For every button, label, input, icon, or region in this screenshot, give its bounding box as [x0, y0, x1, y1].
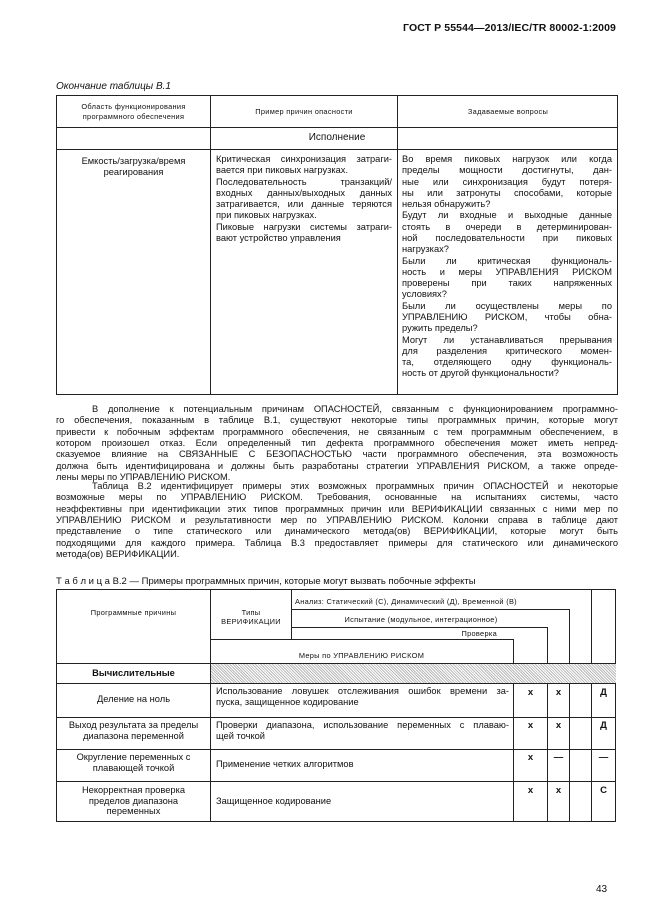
cell-line: переменных [106, 806, 161, 817]
mark-cell: х [527, 752, 534, 763]
cell-line: условиях? [402, 289, 447, 300]
cell-line: Использование ловушек отслеживания ошибок времени за- [216, 686, 509, 696]
row-divider [57, 749, 615, 750]
column-divider [547, 627, 548, 822]
column-divider [291, 590, 292, 639]
cell-line: Могут ли устанавливаться прерывания [402, 334, 612, 345]
header-causes: Программные причины [90, 608, 177, 617]
cell-line: Защищенное кодирование [216, 796, 332, 806]
cell-line: стоять в очереди в детерминирован- [402, 221, 612, 232]
table-row-cause [57, 752, 210, 774]
cell-line: реагирования [103, 167, 164, 178]
column-divider [569, 609, 570, 822]
text-line: сказуемое влияние на СВЯЗАННЫЕ С БЕЗОПАСНОСТЬЮ части программного обеспечения, эта возможность [56, 449, 618, 460]
cell-line: Применение четких алгоритмов [216, 759, 354, 769]
cell-line: нельзя обнаружить? [402, 199, 491, 210]
cell-line: плавающей точкой [92, 763, 175, 774]
cell-line: ность и меры УПРАВЛЕНИЯ РИСКОМ [402, 266, 612, 277]
text-line: го обеспечения, показанным в таблице В.1, существуют некоторые типы программных причин, которые могут [56, 415, 618, 426]
row-divider [291, 609, 569, 610]
text-line: подходящими для каждого примера. Таблица В.3 предоставляет примеры для статического или динамического [56, 537, 618, 548]
header-measures: Меры по УПРАВЛЕНИЮ РИСКОМ [298, 651, 425, 660]
cell-line: пределы мощности достигнуты, дан- [402, 165, 612, 176]
group-label: Вычислительные [92, 668, 175, 678]
text-line: лены меры по УПРАВЛЕНИЮ РИСКОМ. [56, 472, 231, 483]
cell-line: пределов диапазона [88, 795, 179, 806]
cell-line: вают устройство управления [216, 232, 341, 243]
cell-line: та, отделяющего одну функциональ- [402, 357, 612, 368]
mark-cell: Д [600, 720, 607, 731]
cell-line: ружить пределы? [402, 323, 478, 334]
table-row-cause [57, 785, 210, 817]
cell-line: щей точкой [216, 731, 265, 742]
cell-line: Деление на ноль [96, 694, 171, 704]
cell-line: Критическая синхронизация затраги- [216, 154, 392, 164]
cell-line: Были ли критическая функциональ- [402, 255, 612, 266]
text-line: представление о типе статического или динамического метода(ов) ВЕРИФИКАЦИИ, которые могут быть [56, 526, 618, 537]
cell-line: УПРАВЛЕНИЮ РИСКОМ, чтобы обна- [402, 311, 612, 322]
cell-line: вается при пиковых нагрузках. [216, 165, 349, 176]
cell-line: пуска, защищенное кодирование [216, 697, 359, 708]
cell-line: проверены при таких напряженных [402, 278, 612, 289]
column-divider [591, 590, 592, 822]
text-line: метода(ов) ВЕРИФИКАЦИИ. [56, 549, 180, 560]
text-line: Таблица В.2 идентифицирует примеры этих возможных программных причин ОПАСНОСТЕЙ и некоторые [92, 481, 618, 491]
header-causes: Пример причин опасности [255, 106, 353, 116]
mark-cell: х [555, 785, 562, 796]
cell-line: ность от другой функциональности? [402, 368, 559, 379]
paragraph-1 [56, 404, 618, 484]
table-b1-caption: Окончание таблицы В.1 [56, 81, 171, 92]
cell-line: затрагивается, или данные теряются [216, 199, 392, 210]
text-line: УПРАВЛЕНИЮ РИСКОМ и результативности мер по УПРАВЛЕНИЮ РИСКОМ. Колонки справа в таблице дают [56, 515, 618, 526]
paragraph-2 [56, 481, 618, 561]
header-types: Типы [241, 608, 261, 617]
header-area [57, 96, 210, 127]
cell-area [57, 156, 210, 179]
row-divider [57, 683, 615, 684]
row-divider [57, 717, 615, 718]
text-line: В дополнение к потенциальным причинам ОПАСНОСТЕЙ, связанным с функционированием программно- [92, 404, 618, 414]
table-b1 [56, 95, 618, 395]
table-row-measure [216, 796, 509, 807]
mark-cell: х [555, 720, 562, 731]
text-line: возможные меры по УПРАВЛЕНИЮ РИСКОМ. Требования, основанные на испытаниях системы, часто [56, 492, 618, 503]
header-questions: Задаваемые вопросы [467, 106, 549, 116]
mark-cell: х [555, 687, 562, 698]
row-divider [57, 127, 617, 128]
cell-line: ные или синхронизация будут потеря- [402, 176, 612, 187]
text-line: привести к побочным эффектам программного обеспечения, не связанным с тем программным обеспечением, в [56, 426, 618, 437]
header-line: программного обеспечения [82, 111, 185, 121]
mark-cell: х [527, 785, 534, 796]
mark-cell: х [527, 687, 534, 698]
row-divider [57, 781, 615, 782]
document-header: ГОСТ Р 55544—2013/IEC/TR 80002-1:2009 [403, 22, 616, 34]
cell-line: Выход результата за пределы [68, 720, 199, 730]
mark-cell: х [527, 720, 534, 731]
cell-line: ны или затронуты способами, которые [402, 187, 612, 198]
cell-line: Округление переменных с [76, 752, 191, 762]
table-b2 [56, 589, 616, 822]
table-row-measure [216, 686, 509, 708]
cell-line: Емкость/загрузка/время [81, 156, 186, 166]
text-line: неэффективны при идентификации этих типов программных причин или ВЕРИФИКАЦИИ связанных с ними мер по [56, 503, 618, 514]
cell-line: входных данных/выходных данных [216, 187, 392, 198]
row-divider [291, 627, 547, 628]
header-types: ВЕРИФИКАЦИИ [221, 617, 281, 626]
cell-line: Были ли осуществлены меры по [402, 300, 612, 311]
cell-line: Пиковые нагрузки системы затраги- [216, 221, 392, 232]
hatched-fill [211, 664, 616, 683]
cell-line: Во время пиковых нагрузок или когда [402, 154, 612, 164]
text-line: должна быть идентифицирована и должны быть разработаны стратегии УПРАВЛЕНИЯ РИСКОМ, а также опреде- [56, 460, 618, 471]
table-b2-caption: Т а б л и ц а В.2 — Примеры программных причин, которые могут вызвать побочные эффекты [56, 576, 476, 587]
cell-line: Некорректная проверка [81, 785, 186, 795]
cell-line: при пиковых нагрузках. [216, 210, 317, 221]
cell-line: Проверки диапазона, использование переменных с плаваю- [216, 720, 509, 730]
table-row-cause [57, 720, 210, 742]
table-row-measure [216, 720, 509, 742]
table-row-measure [216, 759, 509, 770]
mark-cell: — [598, 752, 609, 763]
table-row-cause [57, 694, 210, 705]
cell-line: ной последовательности при пиковых [402, 232, 612, 243]
mark-cell: Д [600, 687, 607, 698]
header-line: Область функционирования [81, 102, 186, 112]
mark-cell: С [600, 785, 607, 796]
cell-line: Последовательность транзакций/ [216, 176, 392, 187]
cell-line: нагрузках? [402, 244, 449, 255]
header-testing: Испытание (модульное, интеграционное) [344, 615, 498, 624]
header-check: Проверка [461, 629, 497, 638]
header-analysis: Анализ: Статический (С), Динамический (Д), Временной (В) [295, 597, 517, 606]
row-divider [210, 639, 513, 640]
row-divider [57, 149, 617, 150]
cell-line: для разделения критического момен- [402, 345, 612, 356]
cell-line: Будут ли входные и выходные данные [402, 210, 612, 221]
section-title: Исполнение [308, 132, 366, 143]
text-line: котором произошел отказ. Если определенный тип дефекта программного обеспечения может иметь непред- [56, 438, 618, 449]
page-number: 43 [596, 884, 608, 895]
cell-causes [216, 154, 392, 244]
mark-cell: — [553, 752, 564, 763]
cell-questions [402, 154, 612, 380]
cell-line: диапазона переменной [83, 731, 184, 742]
